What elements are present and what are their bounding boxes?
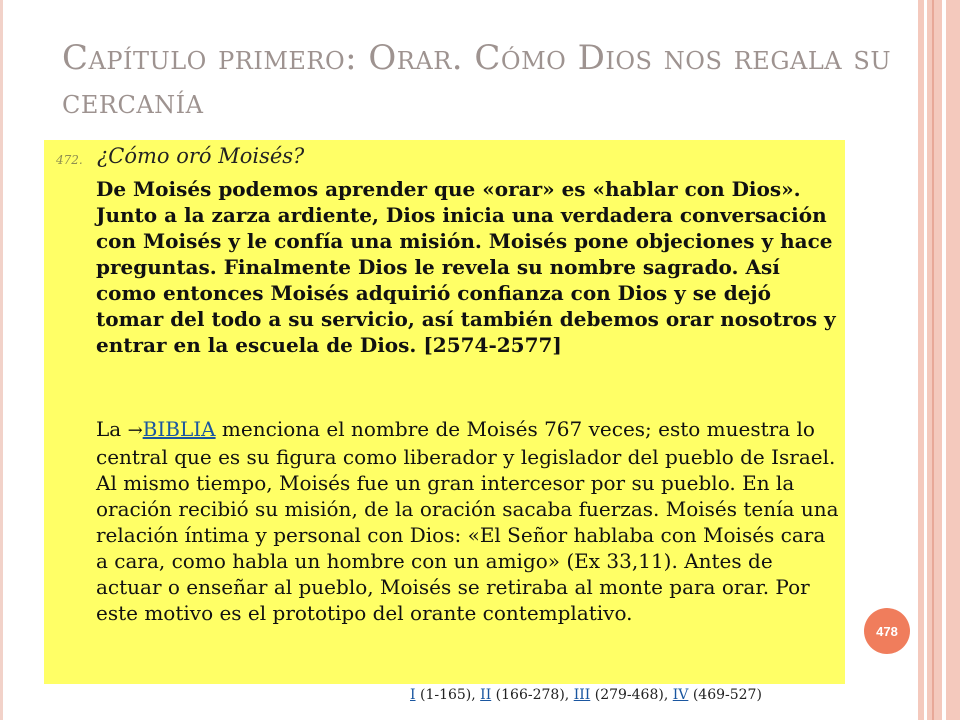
footer-range: (1-165),: [415, 687, 481, 703]
footer-link-part-1[interactable]: I: [410, 687, 416, 703]
footer-link-part-4[interactable]: IV: [672, 687, 689, 703]
footer-navigation: [410, 687, 762, 703]
footer-link-part-2[interactable]: II: [480, 687, 492, 703]
footer-link-part-3[interactable]: III: [573, 687, 591, 703]
page-number-badge: 478: [864, 608, 910, 654]
footer-range: (469-527): [688, 687, 762, 703]
footer-range: (279-468),: [590, 687, 673, 703]
commentary-text: [96, 416, 841, 626]
border-stripe: [942, 0, 946, 720]
answer-text: De Moisés podemos aprender que «orar» es «hablar con Dios». Junto a la zarza ardiente, Dios inicia una verdadera conversación con Moisés y le confía una misión. Moisés pone objeciones y hace preguntas. Finalmente Dios le revela su nombre sagrado. Así como entonces Moisés adquirió confianza con Dios y se dejó tomar del todo a su servicio, así también debemos orar nosotros y entrar en la escuela de Dios. [2574-2577]: [96, 177, 836, 357]
left-border-line: [0, 0, 3, 720]
footer-range: (166-278),: [491, 687, 574, 703]
right-decorative-border: [918, 0, 960, 720]
border-stripe: [932, 0, 934, 720]
bible-link[interactable]: BIBLIA: [142, 417, 216, 441]
commentary-prefix: La: [96, 417, 128, 441]
question-text: ¿Cómo oró Moisés?: [97, 144, 305, 168]
commentary-body: menciona el nombre de Moisés 767 veces; esto muestra lo central que es su figura como liberador y legislador del pueblo de Israel. Al mismo tiempo, Moisés fue un gran intercesor por su pueblo. En la oración recibió su misión, de la oración sacaba fuerzas. Moisés tenía una relación íntima y personal con Dios: «El Señor hablaba con Moisés cara a cara, como habla un hombre con un amigo» (Ex 33,11). Antes de actuar o enseñar al pueblo, Moisés se retiraba al monte para orar. Por este motivo es el prototipo del orante contemplativo.: [96, 417, 839, 625]
question-number: 472.: [56, 153, 83, 167]
border-stripe: [924, 0, 927, 720]
slide-title: Capítulo primero: Orar. Cómo Dios nos regala su cercanía: [62, 38, 892, 122]
arrow-icon: →: [127, 420, 143, 441]
